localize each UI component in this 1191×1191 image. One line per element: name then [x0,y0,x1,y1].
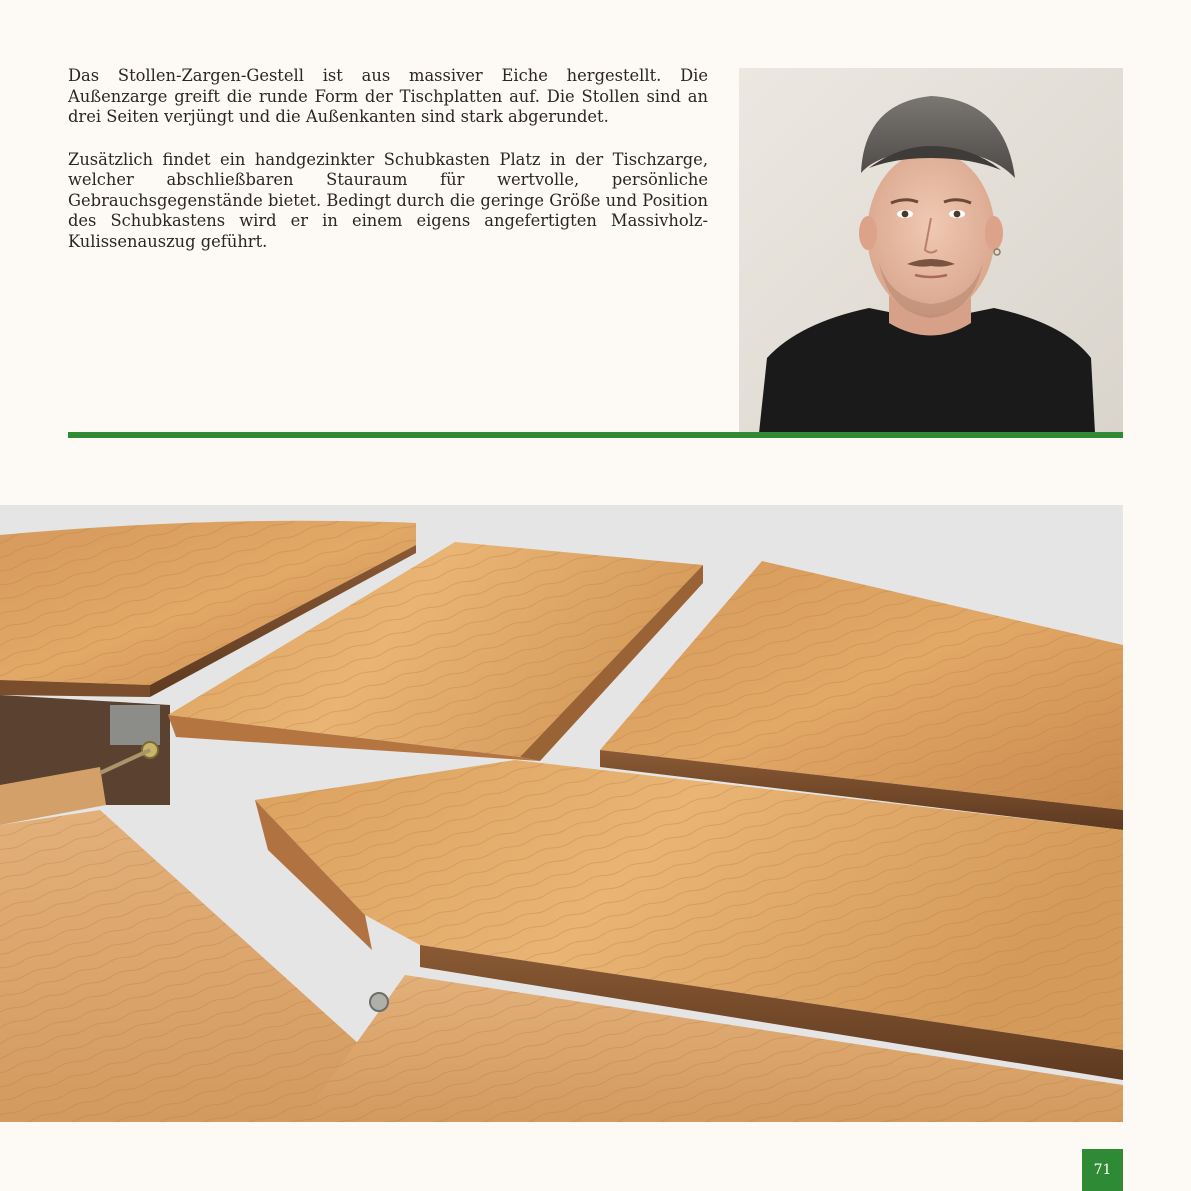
green-divider [68,432,1123,438]
page-number: 71 [1082,1149,1123,1191]
table-extension-photo [0,505,1123,1122]
paragraph-2: Zusätzlich findet ein handgezinkter Schubkasten Platz in der Tischzarge, welcher abschließbaren Stauraum für wertvolle, persönliche Gebrauchsgegenstände bietet. Bedingt durch die geringe Größe und Position des Schubkastens wird er in einem eigens angefertigten Massivholz-Kulissenauszug geführt. [68,149,708,251]
paragraph-1: Das Stollen-Zargen-Gestell ist aus massiver Eiche hergestellt. Die Außenzarge greift die runde Form der Tischplatten auf. Die Stollen sind an drei Seiten verjüngt und die Außenkanten sind stark abgerundet. [68,66,708,126]
body-text [68,66,708,274]
portrait-photo [739,68,1123,433]
